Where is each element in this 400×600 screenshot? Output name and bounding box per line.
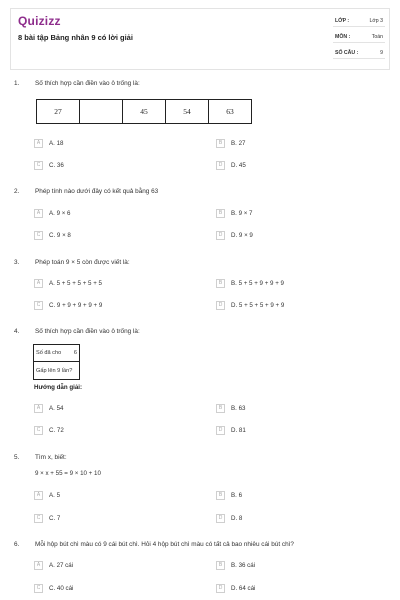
option-letter-box: A (34, 139, 43, 148)
option-text: B. 6 (231, 492, 243, 499)
option-text: C. 72 (49, 427, 64, 434)
question-number: 4. (14, 328, 20, 335)
option-text: D. 8 (231, 515, 243, 522)
option-letter-box: D (216, 301, 225, 310)
question-number: 5. (14, 454, 20, 461)
option-letter-box: D (216, 514, 225, 523)
meta-label: MÔN : (335, 34, 351, 40)
option-letter-box: B (216, 404, 225, 413)
option-text: D. 9 × 9 (231, 232, 253, 239)
option-letter-box: A (34, 561, 43, 570)
option-text: A. 9 × 6 (49, 210, 71, 217)
option-letter-box: B (216, 561, 225, 570)
option-text: D. 81 (231, 427, 246, 434)
option-letter-box: C (34, 584, 43, 593)
meta-subject (333, 30, 385, 43)
option-text: A. 18 (49, 140, 64, 147)
question-text: Số thích hợp cần điền vào ô trống là: (35, 80, 140, 87)
meta-value: 9 (380, 50, 383, 56)
option-text: D. 64 cái (231, 585, 256, 592)
option-letter-box: B (216, 209, 225, 218)
equation: 9 × x + 55 = 9 × 10 + 10 (35, 470, 101, 477)
option-text: A. 27 cái (49, 562, 74, 569)
multiply-prompt: Gấp lên 9 lần? (36, 368, 73, 374)
sequence-cell: 54 (166, 100, 209, 123)
question-text: Phép tính nào dưới đây có kết quả bằng 63 (35, 188, 159, 195)
sequence-cell: 27 (37, 100, 80, 123)
option-letter-box: A (34, 404, 43, 413)
number-sequence-table (36, 99, 252, 124)
solution-guide-heading: Hướng dẫn giải: (34, 384, 83, 391)
option-letter-box: C (34, 161, 43, 170)
option-letter-box: A (34, 279, 43, 288)
option-letter-box: C (34, 514, 43, 523)
question-text: Mỗi hộp bút chì màu có 9 cái bút chì. Hỏi 4 hộp bút chì màu có tất cả bao nhiêu cái bút chì? (35, 541, 294, 548)
meta-question-count (333, 46, 385, 59)
option-text: D. 45 (231, 162, 246, 169)
question-number: 6. (14, 541, 20, 548)
question-text: Số thích hợp cần điền vào ô trống là: (35, 328, 140, 335)
sequence-cell: 45 (123, 100, 166, 123)
option-text: D. 5 + 5 + 5 + 9 + 9 (231, 302, 285, 309)
quizizz-logo: Quizizz (18, 14, 61, 28)
given-number-label: Số đã cho (36, 350, 62, 356)
given-number-value: 6 (73, 350, 77, 356)
option-letter-box: D (216, 426, 225, 435)
option-text: B. 63 (231, 405, 246, 412)
option-text: C. 40 cái (49, 585, 74, 592)
option-text: A. 5 + 5 + 5 + 5 + 5 (49, 280, 102, 287)
worksheet-header (10, 8, 390, 70)
option-text: C. 7 (49, 515, 61, 522)
meta-grade (333, 14, 385, 27)
option-text: B. 9 × 7 (231, 210, 253, 217)
question-number: 3. (14, 259, 20, 266)
option-text: C. 9 + 9 + 9 + 9 + 9 (49, 302, 103, 309)
option-text: A. 54 (49, 405, 64, 412)
meta-value: Toán (371, 34, 383, 40)
option-letter-box: D (216, 161, 225, 170)
sequence-blank-cell (80, 100, 123, 123)
question-number: 2. (14, 188, 20, 195)
option-text: B. 5 + 5 + 9 + 9 + 9 (231, 280, 284, 287)
option-letter-box: B (216, 139, 225, 148)
question-text: Phép toán 9 × 5 còn được viết là: (35, 259, 130, 266)
given-number-row (34, 345, 79, 362)
question-number: 1. (14, 80, 20, 87)
option-letter-box: C (34, 231, 43, 240)
option-text: C. 9 × 8 (49, 232, 71, 239)
sequence-cell: 63 (226, 107, 234, 116)
option-letter-box: D (216, 584, 225, 593)
option-letter-box: A (34, 209, 43, 218)
option-text: B. 27 (231, 140, 246, 147)
option-letter-box: B (216, 279, 225, 288)
question-text: Tìm x, biết: (35, 454, 67, 461)
meta-value: Lớp 3 (369, 18, 383, 24)
meta-label: SỐ CÂU : (335, 50, 359, 56)
option-letter-box: D (216, 231, 225, 240)
option-text: B. 36 cái (231, 562, 256, 569)
option-letter-box: A (34, 491, 43, 500)
given-number-box (33, 344, 80, 380)
meta-label: LỚP : (335, 18, 350, 24)
option-letter-box: B (216, 491, 225, 500)
option-letter-box: C (34, 301, 43, 310)
option-text: C. 36 (49, 162, 64, 169)
worksheet-title: 8 bài tập Bảng nhân 9 có lời giải (18, 33, 133, 42)
option-letter-box: C (34, 426, 43, 435)
option-text: A. 5 (49, 492, 61, 499)
